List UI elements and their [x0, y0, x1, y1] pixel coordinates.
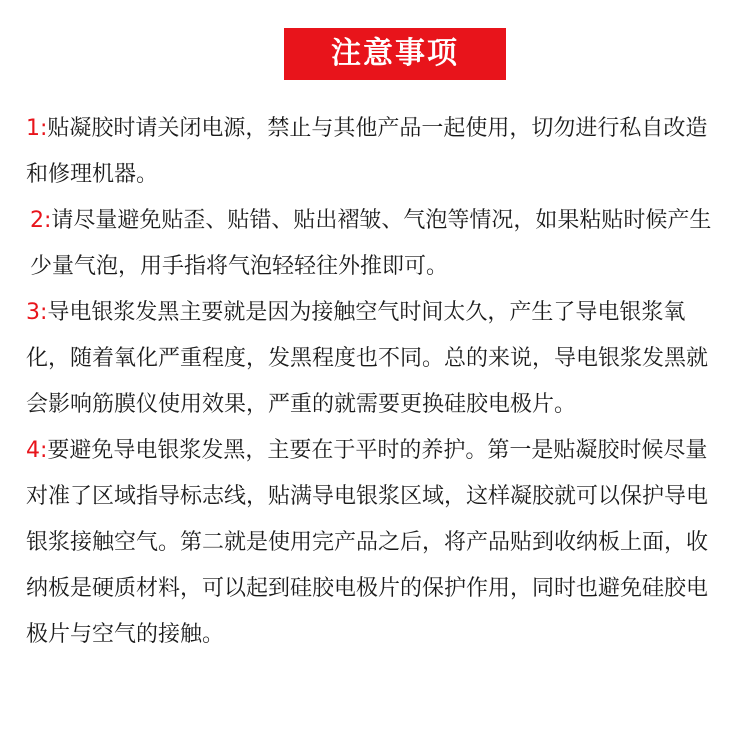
page-title: 注意事项	[331, 36, 459, 71]
note-item-2	[26, 198, 726, 290]
note-number: 4:	[26, 438, 48, 463]
note-item-3	[26, 290, 726, 428]
note-text: 要避免导电银浆发黑，主要在于平时的养护。第一是贴凝胶时候尽量对准了区域指导标志线，贴满导电银浆区域，这样凝胶就可以保护导电银浆接触空气。第二就是使用完产品之后，将产品贴到收纳板上面，收纳板是硬质材料，可以起到硅胶电极片的保护作用，同时也避免硅胶电极片与空气的接触。	[26, 438, 709, 647]
note-number: 2:	[30, 208, 52, 233]
note-item-4	[26, 428, 726, 658]
note-text: 导电银浆发黑主要就是因为接触空气时间太久，产生了导电银浆氧化，随着氧化严重程度，发黑程度也不同。总的来说，导电银浆发黑就会影响筋膜仪使用效果，严重的就需要更换硅胶电极片。	[26, 300, 709, 417]
note-text: 请尽量避免贴歪、贴错、贴出褶皱、气泡等情况，如果粘贴时候产生少量气泡，用手指将气泡轻轻往外推即可。	[30, 208, 712, 279]
note-number: 3:	[26, 300, 48, 325]
title-banner	[284, 28, 506, 80]
note-text: 贴凝胶时请关闭电源，禁止与其他产品一起使用，切勿进行私自改造和修理机器。	[26, 116, 708, 187]
notes-list	[26, 106, 726, 658]
note-number: 1:	[26, 116, 48, 141]
note-item-1	[26, 106, 726, 198]
